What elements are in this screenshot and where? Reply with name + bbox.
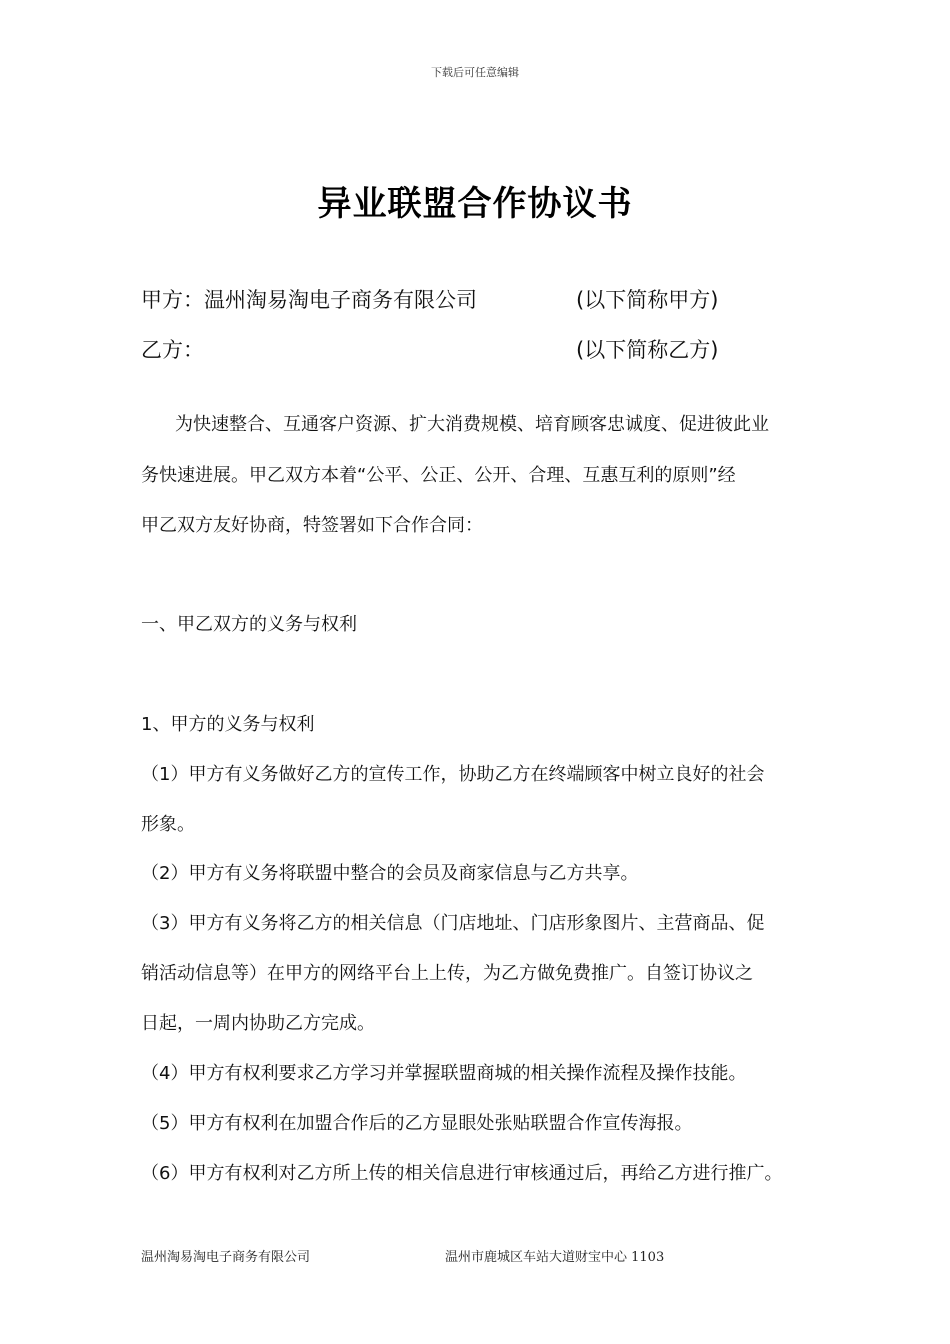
clause-line: （3）甲方有义务将乙方的相关信息（门店地址、门店形象图片、主营商品、促: [141, 913, 765, 934]
clause-line: 销活动信息等）在甲方的网络平台上上传，为乙方做免费推广。自签订协议之: [141, 963, 753, 984]
sub-section-heading: 1、甲方的义务与权利: [141, 714, 315, 735]
intro-line-3: 甲乙双方友好协商，特签署如下合作合同：: [141, 515, 483, 536]
footer-company: 温州淘易淘电子商务有限公司: [141, 1250, 311, 1265]
intro-line-1: 为快速整合、互通客户资源、扩大消费规模、培育顾客忠诚度、促进彼此业: [175, 414, 769, 435]
party-b-label: 乙方：: [141, 338, 204, 362]
clause-line: （2）甲方有义务将联盟中整合的会员及商家信息与乙方共享。: [141, 863, 639, 884]
party-a-alias: (以下简称甲方): [576, 288, 719, 312]
party-a-label: 甲方：温州淘易淘电子商务有限公司: [141, 288, 477, 312]
footer-address: 温州市鹿城区车站大道财宝中心 1103: [445, 1250, 665, 1265]
clause-line: 形象。: [141, 814, 195, 835]
clause-line: 日起，一周内协助乙方完成。: [141, 1013, 375, 1034]
document-title: 异业联盟合作协议书: [317, 184, 633, 224]
section-heading: 一、甲乙双方的义务与权利: [141, 614, 357, 635]
clause-line: （1）甲方有义务做好乙方的宣传工作，协助乙方在终端顾客中树立良好的社会: [141, 764, 765, 785]
intro-line-2: 务快速进展。甲乙双方本着“公平、公正、公开、合理、互惠互利的原则”经: [141, 465, 736, 486]
page-header-note: 下载后可任意编辑: [431, 66, 519, 79]
clause-line: （4）甲方有权利要求乙方学习并掌握联盟商城的相关操作流程及操作技能。: [141, 1063, 747, 1084]
clause-line: （5）甲方有权利在加盟合作后的乙方显眼处张贴联盟合作宣传海报。: [141, 1113, 693, 1134]
clause-line: （6）甲方有权利对乙方所上传的相关信息进行审核通过后，再给乙方进行推广。: [141, 1163, 783, 1184]
party-b-alias: (以下简称乙方): [576, 338, 719, 362]
